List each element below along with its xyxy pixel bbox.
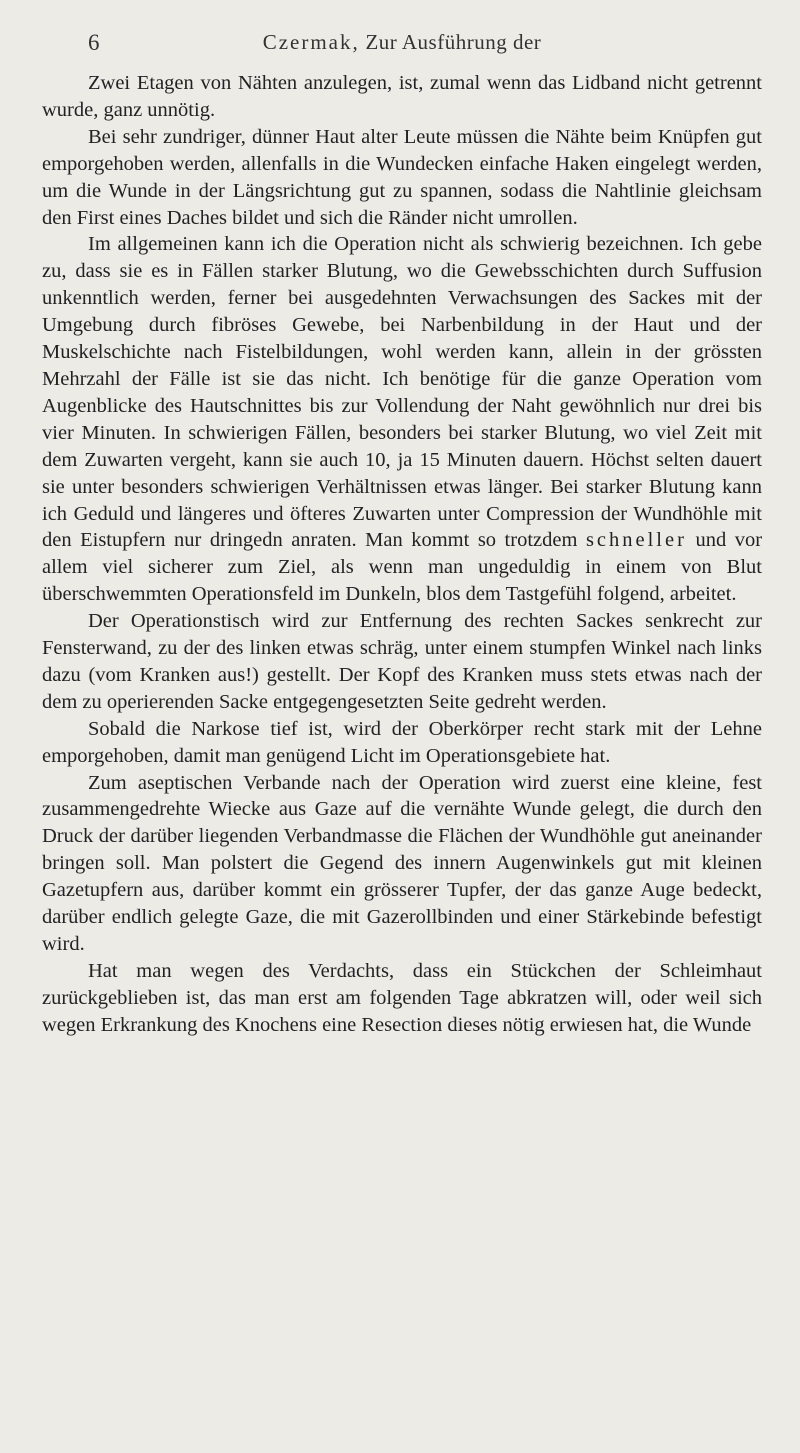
paragraph-5: Sobald die Narkose tief ist, wird der Oberkörper recht stark mit der Lehne emporgehoben, damit man genügend Licht im Operationsgebiete hat. (42, 717, 762, 767)
paragraph-3 (42, 231, 762, 608)
running-title (42, 30, 762, 55)
running-title-author: Czermak, (262, 30, 360, 54)
paragraph-3-text: Im allgemeinen kann ich die Operation nicht als schwierig bezeichnen. Ich gebe zu, dass sie es in Fällen starker Blutung, wo die Gewebsschichten durch Suffusion unkenntlich werden, ferner bei ausgedehnten Verwachsungen des Sackes mit der Umgebung durch fibröses Gewebe, bei Narbenbildung in der Haut und der Muskelschichte nach Fistelbildungen, wohl werden kann, allein in der grössten Mehrzahl der Fälle ist sie das nicht. Ich benötige für die ganze Operation vom Augenblicke des Hautschnittes bis zur Vollendung der Naht gewöhnlich nur drei bis vier Minuten. In schwierigen Fällen, besonders bei starker Blutung, wo viel Zeit mit dem Zuwarten vergeht, kann sie auch 10, ja 15 Minuten dauern. Höchst selten dauert sie unter besonders schwierigen Verhältnissen etwas länger. Bei starker Blutung kann ich Geduld und längeres und öfteres Zuwarten unter Compression der Wundhöhle mit den Eistupfern nur dringedn anraten. Man kommt so trotzdem (42, 233, 762, 552)
paragraph-4: Der Operationstisch wird zur Entfernung des rechten Sackes senkrecht zur Fensterwand, zu der des linken etwas schräg, unter einem stumpfen Winkel nach links dazu (vom Kranken aus!) gestellt. Der Kopf des Kranken muss stets etwas nach der dem zu operierenden Sacke entgegengesetzten Seite gedreht werden. (42, 610, 762, 713)
page-number: 6 (88, 30, 100, 55)
body-text (42, 70, 762, 1039)
paragraph-3-text-after: und vor allem viel sicherer zum Ziel, als wenn man ungeduldig in einem von Blut überschwemmten Operationsfeld im Dunkeln, blos dem Tastgefühl folgend, arbeitet. (42, 529, 763, 606)
paragraph-1: Zwei Etagen von Nähten anzulegen, ist, zumal wenn das Lidband nicht getrennt wurde, ganz unnötig. (42, 72, 762, 121)
emphasis-schneller: schneller (585, 529, 687, 552)
paragraph-2: Bei sehr zundriger, dünner Haut alter Leute müssen die Nähte beim Knüpfen gut emporgehoben werden, allenfalls in die Wundecken einfache Haken eingelegt werden, um die Wunde in der Längsrichtung gut zu spannen, sodass die Nahtlinie gleichsam den First eines Daches bildet und sich die Ränder nicht umrollen. (42, 125, 762, 229)
paragraph-6: Zum aseptischen Verbande nach der Operation wird zuerst eine kleine, fest zusammengedrehte Wiecke aus Gaze auf die vernähte Wunde gelegt, die durch den Druck der darüber liegenden Verbandmasse die Flächen der Wundhöhle gut aneinander bringen soll. Man polstert die Gegend des innern Augenwinkels gut mit kleinen Gazetupfern aus, darüber kommt ein grösserer Tupfer, der das ganze Auge bedeckt, darüber endlich gelegte Gaze, die mit Gazerollbinden und einer Stärkebinde befestigt wird. (42, 771, 762, 955)
paragraph-7: Hat man wegen des Verdachts, dass ein Stückchen der Schleimhaut zurückgeblieben ist, das man erst am folgenden Tage abkratzen will, oder weil sich wegen Erkrankung des Knochens eine Resection dieses nötig erwiesen hat, die Wunde (42, 959, 762, 1036)
running-head (42, 0, 762, 62)
running-title-rest: Zur Ausführung der (359, 30, 542, 54)
